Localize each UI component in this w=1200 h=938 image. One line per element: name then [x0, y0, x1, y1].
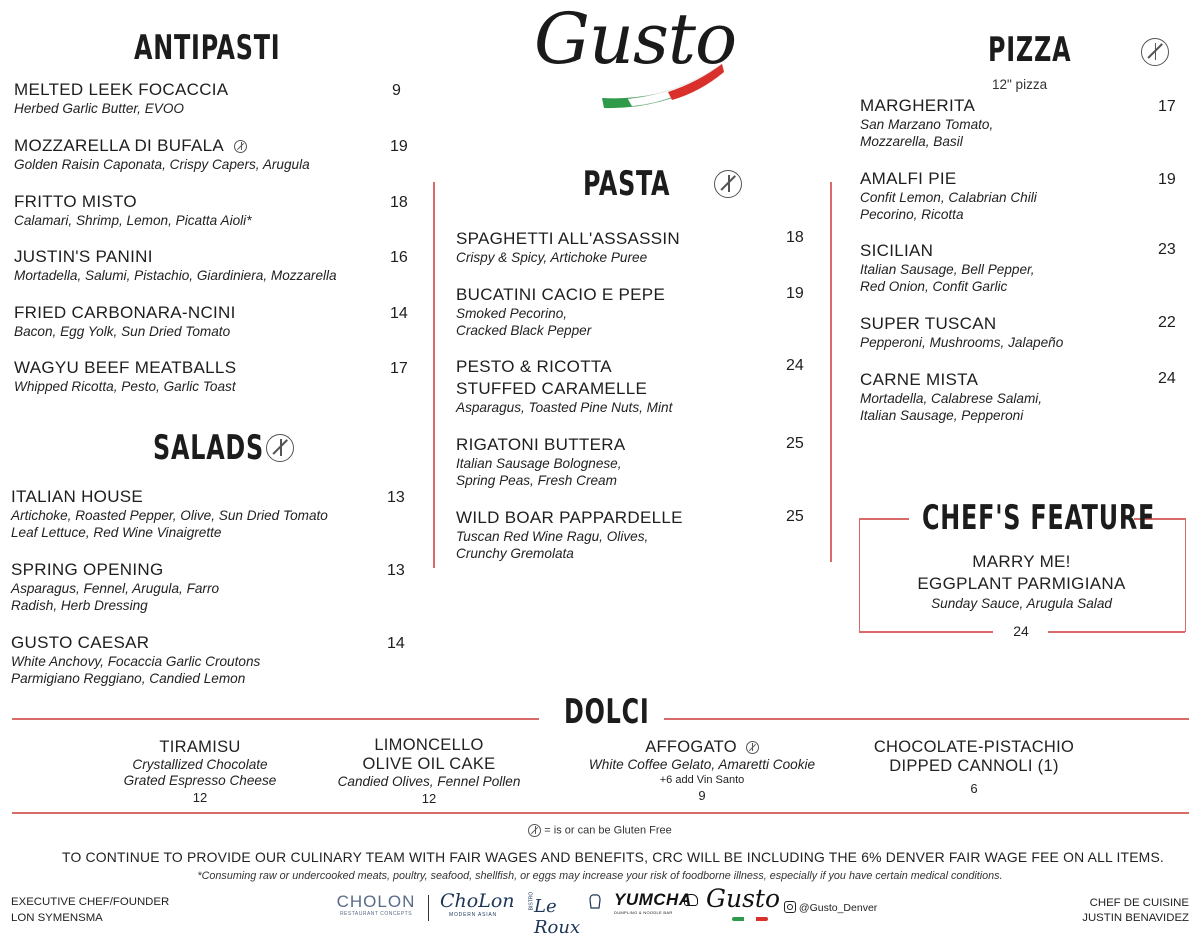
dolci-left-line: [12, 718, 539, 720]
item-name: MELTED LEEK FOCACCIA: [14, 80, 229, 99]
item-desc: Spring Peas, Fresh Cream: [456, 473, 617, 488]
item-price: 25: [786, 508, 804, 525]
pasta-left-divider: [433, 182, 435, 568]
item-price: 19: [390, 138, 408, 155]
item-price: 18: [786, 229, 804, 246]
dolci-bottom-line: [12, 812, 1189, 814]
logo-subtext: BISTRO: [528, 891, 535, 911]
instagram-icon: [784, 901, 796, 913]
dolci-right-line: [664, 718, 1189, 720]
menu-item: [860, 314, 1180, 351]
item-price: 14: [390, 305, 408, 322]
feature-top-left-line: [859, 518, 909, 520]
item-desc: Smoked Pecorino,: [456, 306, 568, 321]
item-desc: Confit Lemon, Calabrian Chili: [860, 190, 1037, 205]
menu-item: [14, 80, 410, 117]
menu-item: [860, 169, 1180, 223]
menu-item: [14, 358, 410, 395]
item-desc: Italian Sausage Bolognese,: [456, 456, 622, 471]
dolci-item: [318, 736, 540, 808]
item-name: SPAGHETTI ALL'ASSASSIN: [456, 229, 680, 248]
logo-divider: [428, 895, 429, 921]
menu-item: [860, 370, 1180, 424]
chef-hat-icon: [588, 892, 602, 910]
item-desc: Crunchy Gremolata: [456, 546, 574, 561]
item-desc: Cracked Black Pepper: [456, 323, 592, 338]
item-name-line2: DIPPED CANNOLI (1): [889, 757, 1059, 775]
item-desc: Asparagus, Toasted Pine Nuts, Mint: [456, 400, 673, 415]
pasta-right-divider: [830, 182, 832, 562]
item-price: 13: [387, 489, 405, 506]
gluten-free-icon: [528, 824, 541, 837]
menu-item: [14, 303, 410, 340]
salads-title: SALADS: [153, 428, 265, 468]
item-name: WILD BOAR PAPPARDELLE: [456, 508, 683, 527]
feature-desc: Sunday Sauce, Arugula Salad: [931, 596, 1112, 611]
logo-subtext: MODERN ASIAN: [449, 912, 497, 918]
executive-chef-name: LON SYMENSMA: [11, 912, 103, 924]
item-desc: Red Onion, Confit Garlic: [860, 279, 1008, 294]
item-name: SPRING OPENING: [11, 560, 164, 579]
dolci-item: [860, 738, 1088, 798]
menu-item: [860, 96, 1180, 150]
antipasti-title: ANTIPASTI: [134, 28, 281, 68]
item-price: 12: [421, 791, 437, 806]
gluten-free-icon: [746, 741, 759, 754]
cholon-logo: [440, 890, 515, 918]
logo-text: YUMCHA: [614, 890, 692, 909]
item-price: 25: [786, 435, 804, 452]
item-name: FRITTO MISTO: [14, 192, 137, 211]
menu-item: [14, 192, 410, 229]
item-price: 19: [786, 285, 804, 302]
item-price: 13: [387, 562, 405, 579]
item-desc: Crystallized Chocolate: [132, 757, 268, 772]
italian-flag-swoosh: [528, 2, 728, 114]
item-price: 24: [1158, 370, 1176, 387]
item-price: 16: [390, 249, 408, 266]
logo-subtext: RESTAURANT CONCEPTS: [339, 911, 413, 917]
gusto-small-logo: [706, 884, 780, 924]
menu-item: [11, 487, 407, 541]
item-name: GUSTO CAESAR: [11, 633, 150, 652]
chef-de-cuisine-name: JUSTIN BENAVIDEZ: [1082, 912, 1189, 924]
menu-item: [14, 136, 410, 173]
logo-text: CHOLON: [336, 892, 416, 911]
logo-text: Gusto: [706, 884, 780, 913]
feature-bottom-right-line: [1048, 631, 1185, 633]
item-price: 17: [1158, 98, 1176, 115]
item-price: 23: [1158, 241, 1176, 258]
instagram-handle[interactable]: [784, 901, 877, 914]
logo-text: ChoLon: [440, 890, 515, 912]
feature-name-line2: EGGPLANT PARMIGIANA: [917, 574, 1126, 593]
menu-item: [456, 357, 806, 416]
item-name: TIRAMISU: [159, 738, 241, 756]
gusto-logo: [528, 0, 737, 114]
gf-legend: [0, 824, 1200, 837]
item-note: +6 add Vin Santo: [659, 774, 745, 786]
feature-name: MARRY ME!: [972, 552, 1071, 571]
item-price: 9: [698, 788, 706, 803]
item-desc: Candied Olives, Fennel Pollen: [337, 774, 521, 789]
item-desc: Mozzarella, Basil: [860, 134, 963, 149]
item-desc: Herbed Garlic Butter, EVOO: [14, 101, 184, 116]
item-desc: Italian Sausage, Pepperoni: [860, 408, 1024, 423]
cholon-concepts-logo: [332, 893, 420, 917]
item-price: 6: [970, 781, 978, 796]
item-desc: Pepperoni, Mushrooms, Jalapeño: [860, 335, 1064, 350]
italian-flag-swoosh: [732, 917, 768, 921]
item-name-line2: STUFFED CARAMELLE: [456, 379, 648, 398]
item-price: 17: [390, 360, 408, 377]
dumpling-icon: [684, 894, 698, 906]
gf-legend-text: = is or can be Gluten Free: [544, 824, 672, 837]
gluten-free-icon: [714, 170, 742, 198]
yumcha-logo: [614, 890, 698, 915]
item-price: 14: [387, 635, 405, 652]
item-name: LIMONCELLO: [374, 736, 484, 754]
item-desc: Grated Espresso Cheese: [123, 773, 277, 788]
item-desc: Bacon, Egg Yolk, Sun Dried Tomato: [14, 324, 231, 339]
item-price: 18: [390, 194, 408, 211]
item-name: PESTO & RICOTTA: [456, 357, 612, 376]
item-name: AMALFI PIE: [860, 169, 957, 188]
item-desc: White Coffee Gelato, Amaretti Cookie: [588, 757, 816, 772]
item-name: JUSTIN'S PANINI: [14, 247, 153, 266]
item-desc: Crispy & Spicy, Artichoke Puree: [456, 250, 648, 265]
pizza-subtitle: 12" pizza: [992, 77, 1048, 92]
item-price: 9: [392, 82, 401, 99]
executive-chef-title: EXECUTIVE CHEF/FOUNDER: [11, 896, 170, 908]
logo-subtext: DUMPLING & NOODLE BAR: [614, 910, 673, 915]
menu-item: [456, 285, 806, 339]
logo-text: Le Roux: [534, 896, 581, 938]
item-desc: White Anchovy, Focaccia Garlic Croutons: [11, 654, 261, 669]
feature-price: 24: [1013, 623, 1029, 639]
feature-bottom-left-line: [859, 631, 993, 633]
item-name: ITALIAN HOUSE: [11, 487, 144, 506]
dolci-title: DOLCI: [564, 692, 650, 732]
item-name: MOZZARELLA DI BUFALA: [14, 136, 224, 155]
item-price: 12: [192, 790, 208, 805]
bistro-le-roux-logo: [522, 890, 602, 938]
item-desc: Tuscan Red Wine Ragu, Olives,: [456, 529, 649, 544]
menu-item: [456, 435, 806, 489]
menu-item: [456, 508, 806, 562]
chef-de-cuisine-title: CHEF DE CUISINE: [1089, 897, 1189, 909]
instagram-handle-text: @Gusto_Denver: [798, 902, 878, 914]
item-name: AFFOGATO: [645, 738, 737, 756]
item-desc: Parmigiano Reggiano, Candied Lemon: [11, 671, 246, 686]
dolci-item: [560, 738, 844, 805]
gluten-free-icon: [234, 140, 247, 153]
pizza-title: PIZZA: [988, 30, 1072, 70]
item-name: CARNE MISTA: [860, 370, 979, 389]
item-price: 24: [786, 357, 804, 374]
item-name: FRIED CARBONARA-NCINI: [14, 303, 236, 322]
pasta-title: PASTA: [583, 164, 671, 204]
item-price: 22: [1158, 314, 1176, 331]
menu-item: [860, 241, 1180, 295]
item-desc: San Marzano Tomato,: [860, 117, 994, 132]
item-name-line2: OLIVE OIL CAKE: [362, 755, 496, 773]
item-desc: Italian Sausage, Bell Pepper,: [860, 262, 1035, 277]
item-desc: Leaf Lettuce, Red Wine Vinaigrette: [11, 525, 222, 540]
item-name: WAGYU BEEF MEATBALLS: [14, 358, 237, 377]
gluten-free-icon: [266, 434, 294, 462]
item-desc: Mortadella, Calabrese Salami,: [860, 391, 1043, 406]
item-desc: Pecorino, Ricotta: [860, 207, 964, 222]
item-desc: Radish, Herb Dressing: [11, 598, 148, 613]
menu-item: [11, 560, 407, 614]
menu-item: [456, 229, 806, 266]
item-name: SUPER TUSCAN: [860, 314, 997, 333]
logo-text: Gusto: [534, 0, 737, 80]
dolci-item: [100, 738, 300, 807]
item-name: RIGATONI BUTTERA: [456, 435, 626, 454]
item-desc: Asparagus, Fennel, Arugula, Farro: [11, 581, 220, 596]
item-desc: Golden Raisin Caponata, Crispy Capers, Arugula: [14, 157, 310, 172]
item-desc: Artichoke, Roasted Pepper, Olive, Sun Dried Tomato: [11, 508, 328, 523]
item-desc: Whipped Ricotta, Pesto, Garlic Toast: [14, 379, 236, 394]
item-price: 19: [1158, 171, 1176, 188]
item-desc: Calamari, Shrimp, Lemon, Picatta Aioli*: [14, 213, 252, 228]
foodborne-warning: *Consuming raw or undercooked meats, poultry, seafood, shellfish, or eggs may increase your risk of foodborne illness, especially if you have certain medical conditions.: [197, 870, 1003, 882]
chefs-feature-title: CHEF'S FEATURE: [922, 498, 1156, 538]
item-desc: Mortadella, Salumi, Pistachio, Giardiniera, Mozzarella: [14, 268, 337, 283]
wage-note: TO CONTINUE TO PROVIDE OUR CULINARY TEAM WITH FAIR WAGES AND BENEFITS, CRC WILL BE INCLUDING THE 6% DENVER FAIR WAGE FEE ON ALL ITEMS.: [62, 849, 1164, 865]
gluten-free-icon: [1141, 38, 1169, 66]
item-name: BUCATINI CACIO E PEPE: [456, 285, 666, 304]
menu-item: [11, 633, 407, 687]
item-name: SICILIAN: [860, 241, 934, 260]
menu-item: [14, 247, 410, 284]
item-name: MARGHERITA: [860, 96, 976, 115]
item-name: CHOCOLATE-PISTACHIO: [873, 738, 1075, 756]
